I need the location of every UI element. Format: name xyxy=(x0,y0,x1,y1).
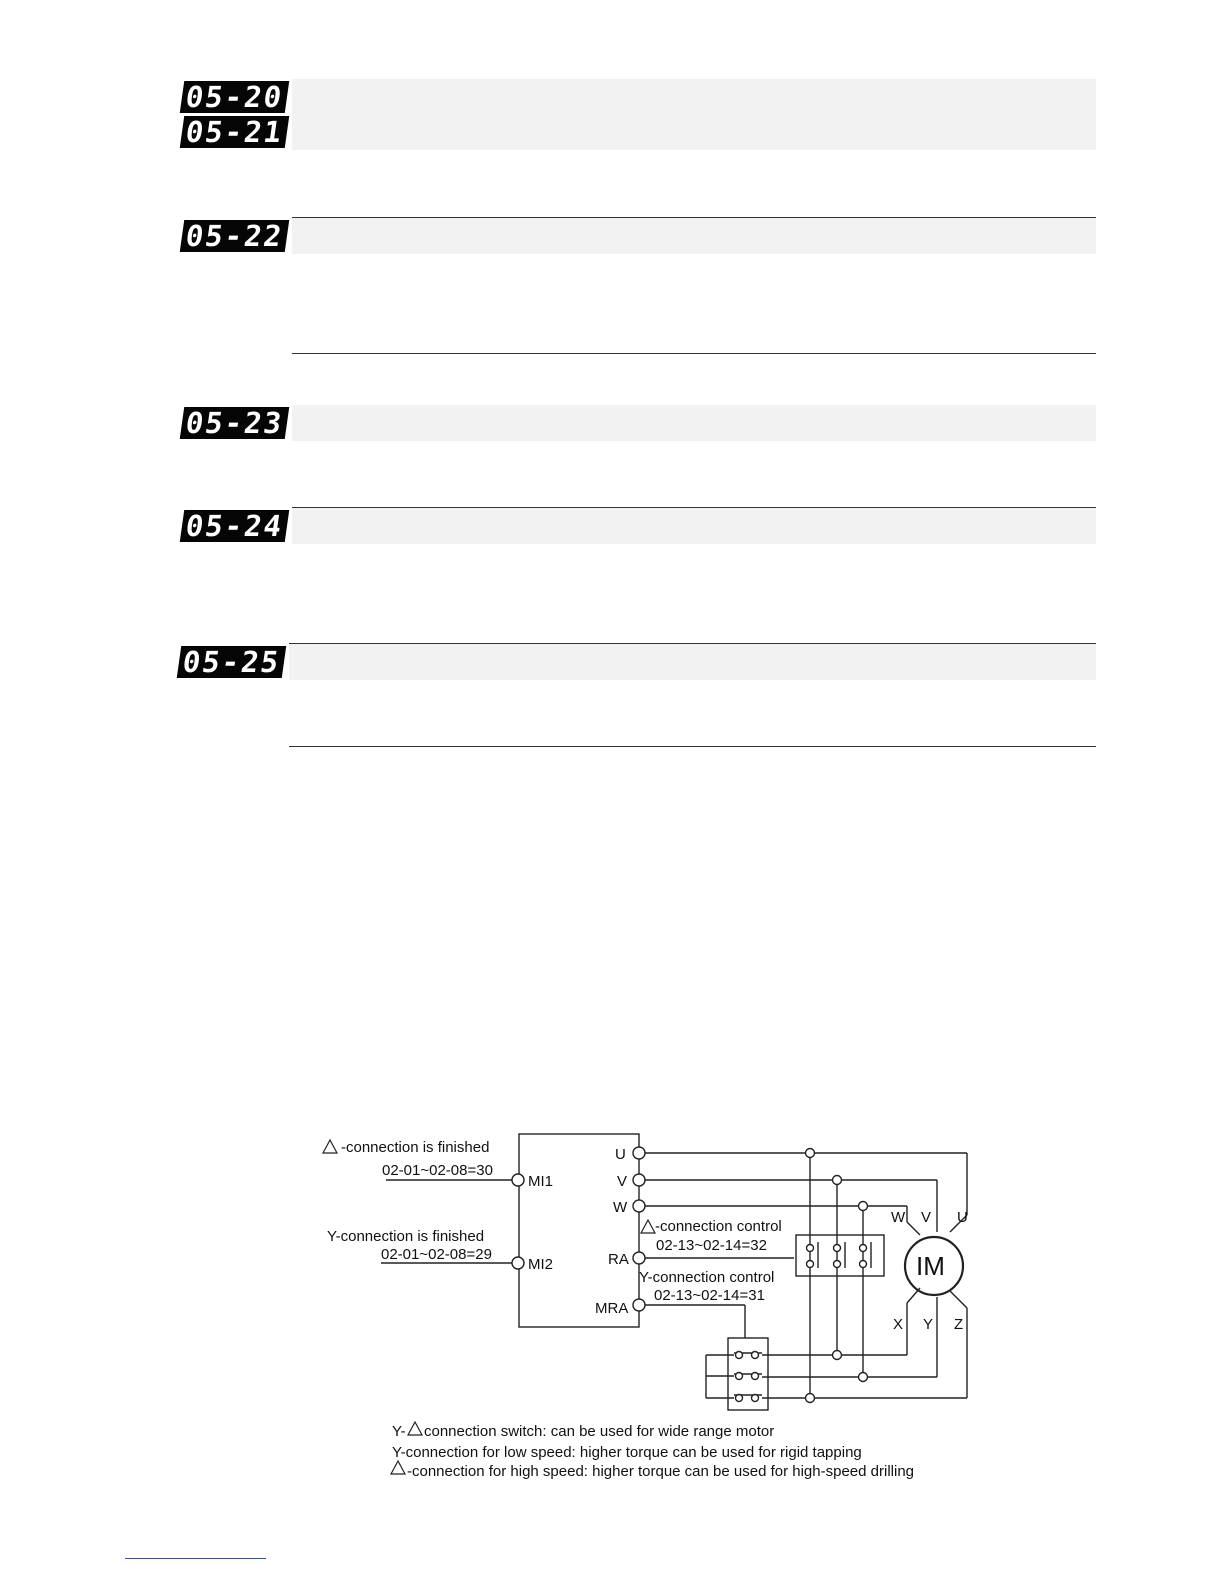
terminal-w: W xyxy=(613,1199,628,1216)
terminal-mi1: MI1 xyxy=(528,1173,554,1190)
footer-link-underline[interactable] xyxy=(125,1558,266,1559)
param-band xyxy=(292,218,1096,254)
terminal-mi2: MI2 xyxy=(528,1256,554,1273)
terminal-u: U xyxy=(615,1146,626,1163)
terminal-ra: RA xyxy=(608,1251,629,1268)
motor-terminal-z: Z xyxy=(954,1316,964,1333)
param-band xyxy=(292,114,1096,150)
param-header-05-21 xyxy=(182,114,1096,150)
caption-high-speed: -connection for high speed: higher torque can be used for high-speed drilling xyxy=(407,1463,914,1480)
motor-terminal-y: Y xyxy=(923,1316,934,1333)
param-header-05-24 xyxy=(182,508,1096,544)
param-code: 05-21 xyxy=(180,116,289,148)
motor-terminal-w: W xyxy=(891,1209,906,1226)
motor-terminal-v: V xyxy=(921,1209,932,1226)
delta-icon xyxy=(391,1461,405,1474)
delta-control-setting: 02-13~02-14=32 xyxy=(656,1237,767,1254)
param-header-05-23 xyxy=(182,405,1096,441)
param-band xyxy=(292,508,1096,544)
divider xyxy=(289,746,1096,747)
delta-icon xyxy=(641,1220,655,1233)
terminal-v: V xyxy=(617,1173,628,1190)
motor-terminal-x: X xyxy=(893,1316,904,1333)
y-finished-setting: 02-01~02-08=29 xyxy=(381,1246,492,1263)
param-band xyxy=(292,79,1096,115)
param-code: 05-23 xyxy=(180,407,289,439)
y-finished-label: Y-connection is finished xyxy=(327,1228,485,1245)
y-control-setting: 02-13~02-14=31 xyxy=(654,1287,765,1304)
delta-finished-setting: 02-01~02-08=30 xyxy=(382,1162,493,1179)
param-header-05-22 xyxy=(182,218,1096,254)
caption-low-speed: Y-connection for low speed: higher torque can be used for rigid tapping xyxy=(392,1444,862,1461)
divider xyxy=(292,353,1096,354)
delta-finished-label: -connection is finished xyxy=(341,1139,490,1156)
param-header-05-20 xyxy=(182,79,1096,115)
motor-label: IM xyxy=(916,1251,945,1281)
param-code: 05-20 xyxy=(180,81,289,113)
y-delta-wiring-diagram xyxy=(310,1120,1000,1490)
delta-control-label: -connection control xyxy=(655,1218,782,1235)
terminal-mra: MRA xyxy=(595,1300,629,1317)
param-code: 05-25 xyxy=(177,646,286,678)
param-band xyxy=(289,644,1096,680)
param-header-05-25 xyxy=(179,644,1096,680)
motor-terminal-u: U xyxy=(957,1209,968,1226)
caption-switch: connection switch: can be used for wide range motor xyxy=(424,1423,775,1440)
param-code: 05-22 xyxy=(180,220,289,252)
caption-prefix: Y- xyxy=(392,1423,406,1440)
param-code: 05-24 xyxy=(180,510,289,542)
y-control-label: Y-connection control xyxy=(639,1269,775,1286)
delta-icon xyxy=(408,1422,422,1435)
param-band xyxy=(292,405,1096,441)
delta-icon xyxy=(323,1140,337,1153)
